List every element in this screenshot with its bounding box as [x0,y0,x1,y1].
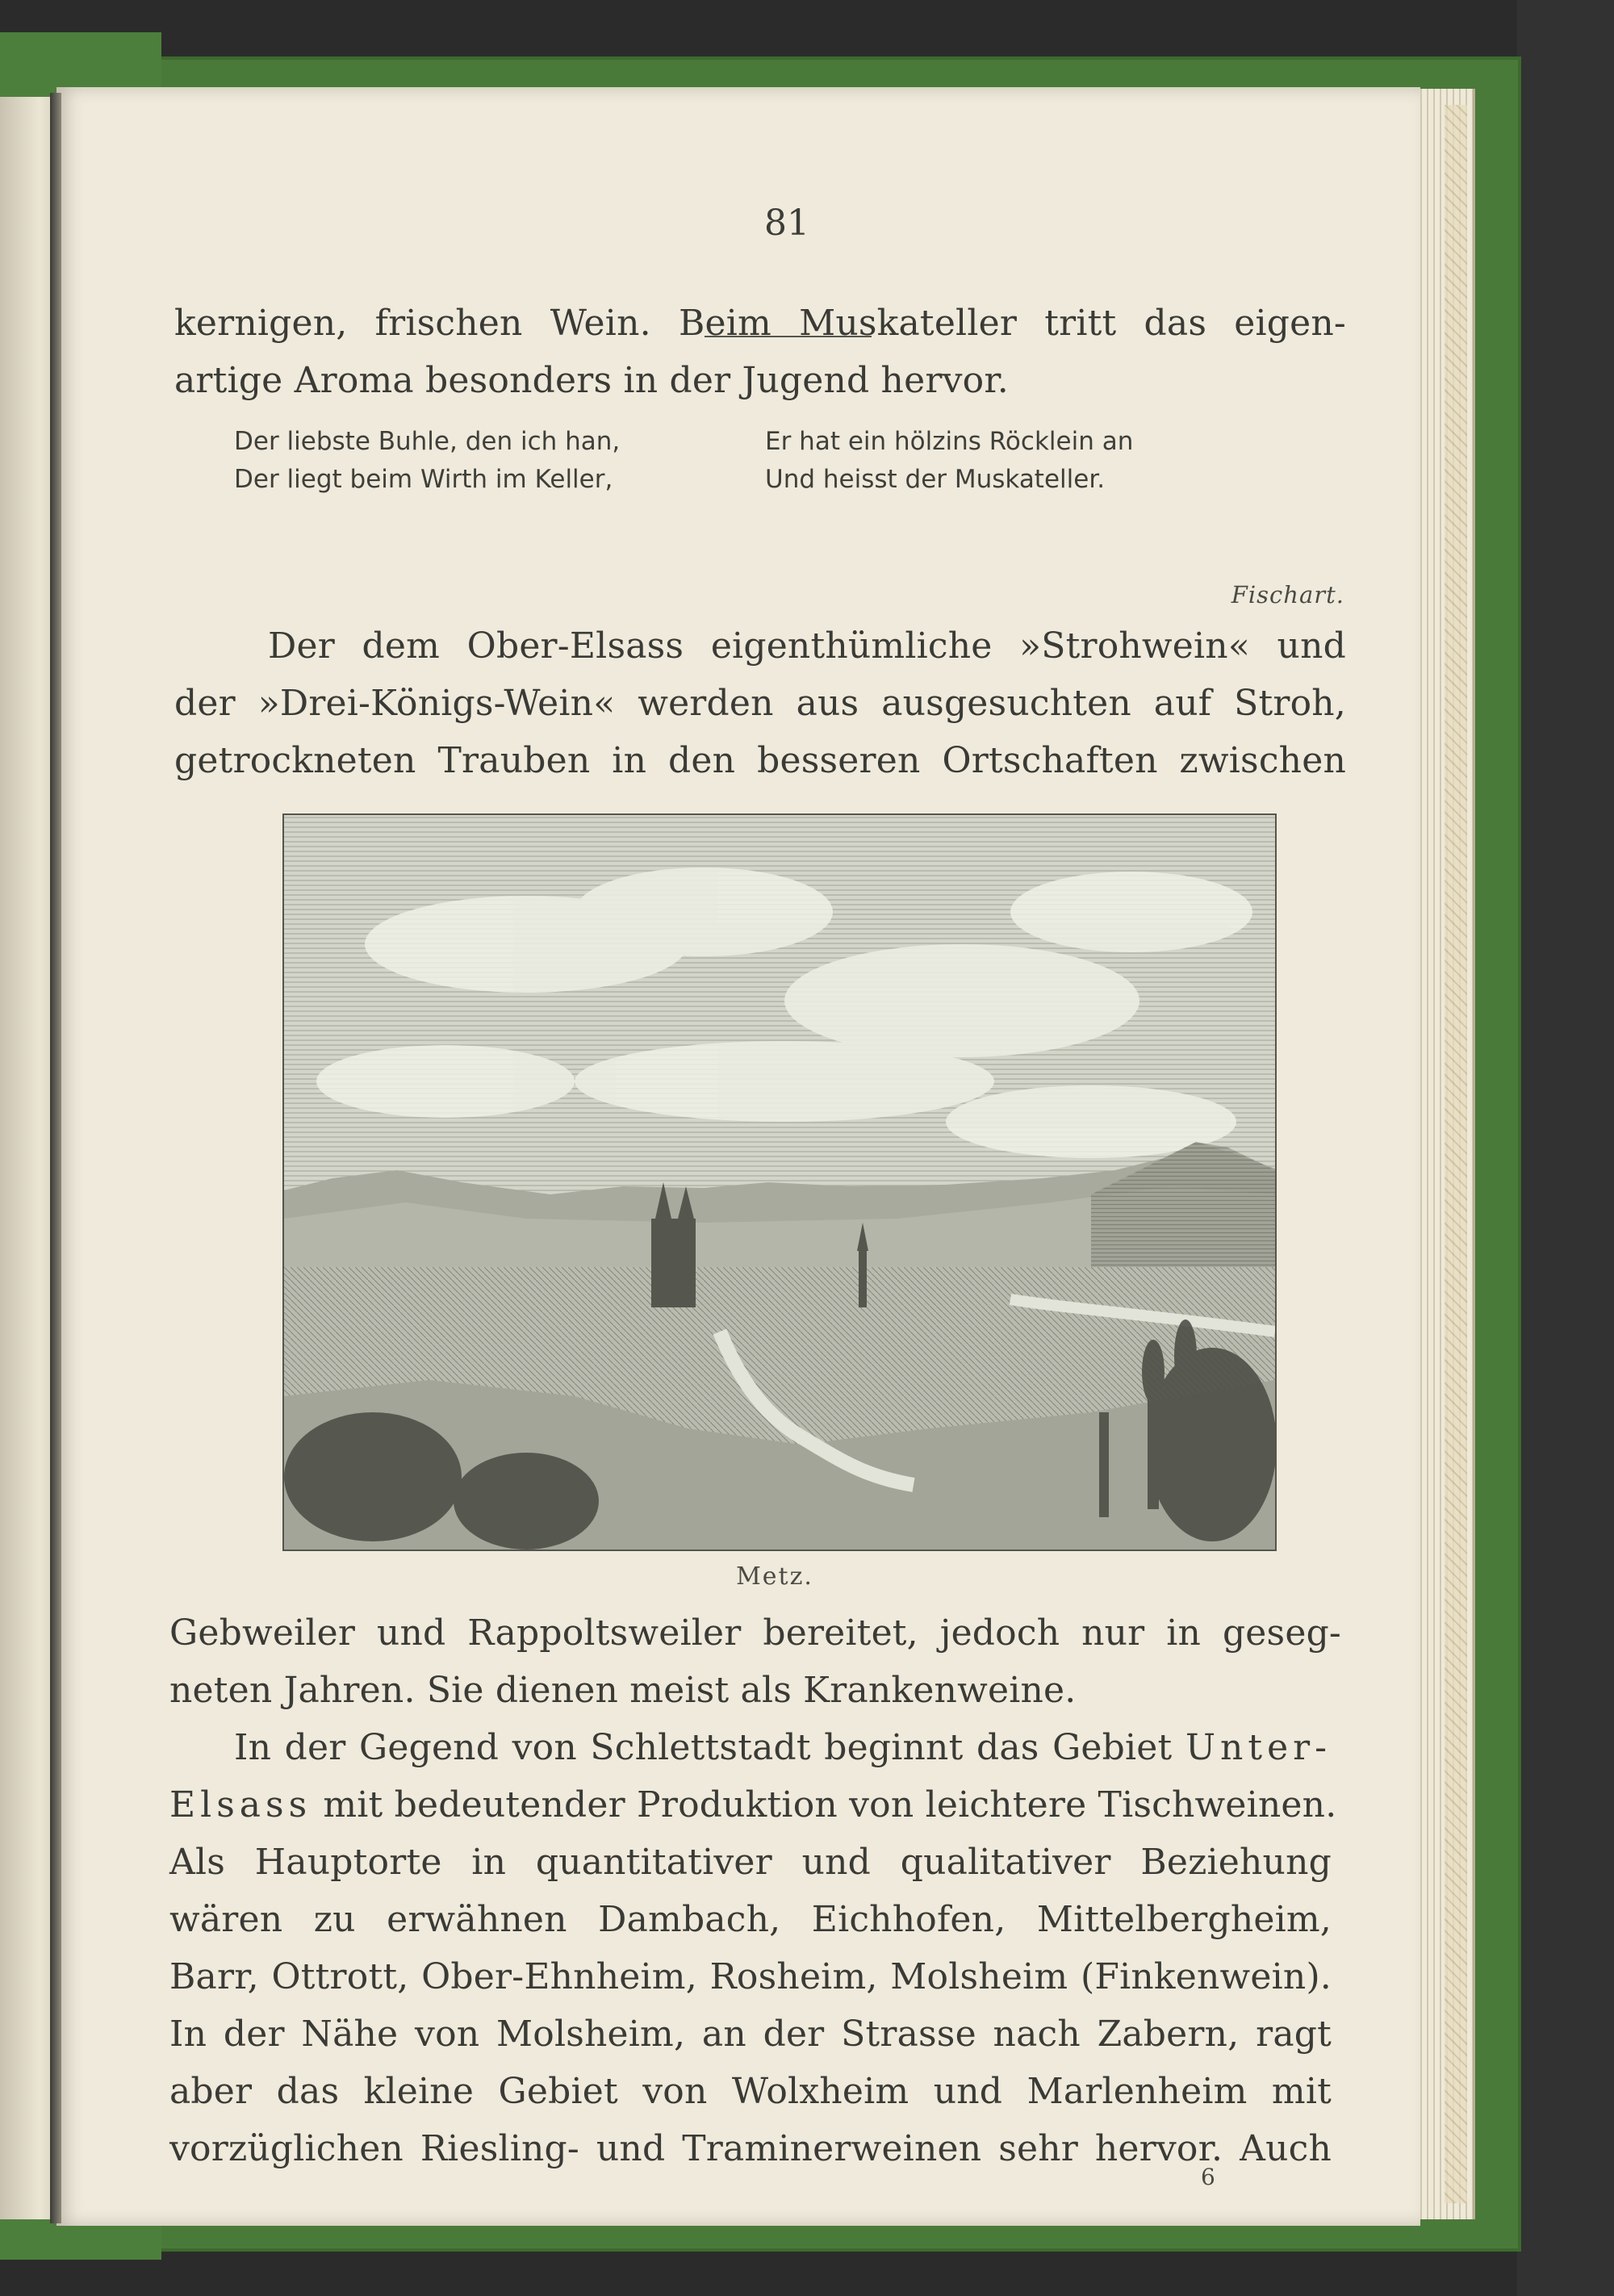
text-line: Als Hauptorte in quantitativer und qualitativer Beziehung [169,1842,1332,1883]
text-line: artige Aroma besonders in der Jugend hervor. [174,360,1009,401]
text-line: Barr, Ottrott, Ober-Ehnheim, Rosheim, Molsheim (Finkenwein). [169,1956,1332,1997]
paragraph-strohwein [174,617,1346,789]
poem-author: Fischart. [1231,581,1344,609]
text-line [169,1776,1337,1834]
text-line [169,1719,1332,1776]
text-line: aber das kleine Gebiet von Wolxheim und Marlenheim mit [169,2071,1332,2112]
text-line: kernigen, frischen Wein. Beim Muskateller tritt das eigen- [174,303,1346,344]
landscape-illustration [284,815,1275,1549]
text-line: vorzüglichen Riesling- und Traminerweinen sehr hervor. Auch [169,2128,1332,2169]
inline-text: In der Gegend von Schlettstadt beginnt das Gebiet [234,1727,1173,1768]
background-right [1517,0,1614,2296]
paragraph-unter-elsass [169,1719,1337,2177]
poem-line: Er hat ein hölzins Röcklein an [765,427,1134,456]
intro-paragraph [174,295,1346,409]
inline-text: mit bedeutender Produktion von leichtere Tischweinen. [323,1784,1337,1826]
spaced-term: Elsass [169,1784,312,1826]
book-page [56,87,1420,2226]
poem-line: Der liegt beim Wirth im Keller, [234,465,613,494]
engraving-metz [282,813,1277,1551]
text-line: In der Nähe von Molsheim, an der Strasse nach Zabern, ragt [169,2014,1332,2055]
poem-line: Der liebste Buhle, den ich han, [234,427,621,456]
left-page-edge [0,97,56,2219]
spaced-term: Unter- [1185,1727,1332,1768]
text-line: wären zu erwähnen Dambach, Eichhofen, Mittelbergheim, [169,1899,1332,1940]
text-line: der »Drei-Königs-Wein« werden aus ausgesuchten auf Stroh, [174,683,1346,724]
text-line: neten Jahren. Sie dienen meist als Krankenweine. [169,1670,1077,1711]
poem-right-column [765,423,1133,499]
text-line: getrockneten Trauben in den besseren Ortschaften zwischen [174,740,1346,781]
poem-line: Und heisst der Muskateller. [765,465,1106,494]
endpaper-pattern [1445,105,1467,2203]
printer-signature: 6 [1201,2164,1215,2190]
page-number: 81 [764,203,809,244]
poem-left-column [234,423,620,499]
text-line: Der dem Ober-Elsass eigenthümliche »Strohwein« und [268,625,1346,667]
figure-caption: Metz. [736,1562,813,1591]
paragraph-gebweiler [169,1604,1341,1719]
text-line: Gebweiler und Rappoltsweiler bereitet, jedoch nur in geseg- [169,1612,1341,1654]
book-gutter [50,93,61,2223]
